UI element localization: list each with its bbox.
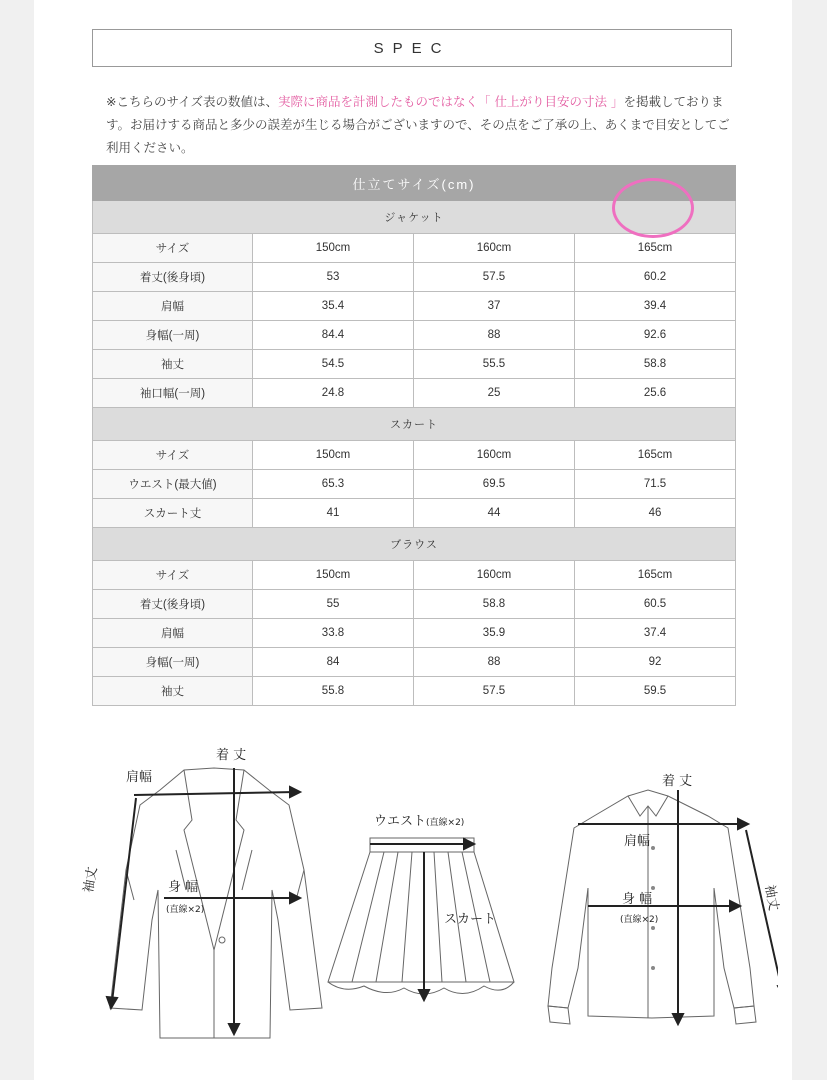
jacket-sleeve-label: 袖丈 <box>81 865 101 894</box>
blouse-illustration <box>528 768 778 1048</box>
notice-text-2: を掲載しております。お届けする商品と多少の誤差が生じる場合がございますので、その点をご了承の上、あくまで目安としてご利用ください。 <box>106 94 730 155</box>
measurement-label: 袖丈 <box>93 350 253 379</box>
measurement-label: 肩幅 <box>93 292 253 321</box>
spec-title: SPEC <box>92 29 732 67</box>
measurement-value: 46 <box>575 499 736 528</box>
measurement-label: 着丈(後身頃) <box>93 263 253 292</box>
jacket-chest-note: (直線×2) <box>166 905 205 915</box>
measurement-value: 60.5 <box>575 590 736 619</box>
measurement-value: 33.8 <box>253 619 414 648</box>
measurement-label: ウエスト(最大値) <box>93 470 253 499</box>
measurement-value: 59.5 <box>575 677 736 706</box>
notice-highlight: 実際に商品を計測したものではなく「 仕上がり目安の寸法 」 <box>277 94 624 109</box>
size-notice <box>106 90 736 159</box>
table-row <box>93 619 736 648</box>
measurement-label: 肩幅 <box>93 619 253 648</box>
section-row <box>93 408 736 441</box>
jacket-length-label: 着 丈 <box>216 748 247 763</box>
measurement-value: 25.6 <box>575 379 736 408</box>
measurement-label: 身幅(一周) <box>93 321 253 350</box>
table-row <box>93 499 736 528</box>
size-header-label: サイズ <box>93 234 253 263</box>
table-row <box>93 677 736 706</box>
size-header-cell: 150cm <box>253 561 414 590</box>
highlight-circle <box>612 178 694 238</box>
measurement-value: 69.5 <box>414 470 575 499</box>
jacket-diagram <box>64 740 334 1040</box>
skirt-waist-label <box>374 810 464 829</box>
table-row <box>93 321 736 350</box>
table-row <box>93 292 736 321</box>
blouse-sleeve-label: 袖丈 <box>761 883 781 912</box>
section-title: ジャケット <box>93 201 736 234</box>
measurement-value: 57.5 <box>414 263 575 292</box>
measurement-value: 84.4 <box>253 321 414 350</box>
size-header-label: サイズ <box>93 561 253 590</box>
measurement-value: 25 <box>414 379 575 408</box>
section-title: スカート <box>93 408 736 441</box>
measurement-label: 着丈(後身頃) <box>93 590 253 619</box>
measurement-label: スカート丈 <box>93 499 253 528</box>
measurement-value: 65.3 <box>253 470 414 499</box>
measurement-value: 92 <box>575 648 736 677</box>
table-row <box>93 590 736 619</box>
measurement-value: 35.9 <box>414 619 575 648</box>
notice-text-1: ※こちらのサイズ表の数値は、 <box>106 94 278 109</box>
size-table <box>92 165 736 706</box>
measurement-value: 92.6 <box>575 321 736 350</box>
size-header-cell: 150cm <box>253 234 414 263</box>
blouse-length-label: 着 丈 <box>662 774 693 789</box>
size-header-row <box>93 441 736 470</box>
section-row <box>93 528 736 561</box>
size-header-cell: 165cm <box>575 234 736 263</box>
table-title: 仕立てサイズ(cm) <box>93 166 736 201</box>
size-header-row <box>93 561 736 590</box>
measurement-value: 55 <box>253 590 414 619</box>
measurement-value: 37 <box>414 292 575 321</box>
measurement-value: 37.4 <box>575 619 736 648</box>
skirt-length-label: スカート <box>444 912 497 927</box>
blouse-chest-note: (直線×2) <box>620 915 659 925</box>
size-header-label: サイズ <box>93 441 253 470</box>
size-header-cell: 160cm <box>414 561 575 590</box>
table-row <box>93 648 736 677</box>
section-title: ブラウス <box>93 528 736 561</box>
size-header-cell: 150cm <box>253 441 414 470</box>
jacket-illustration <box>64 740 334 1040</box>
measurement-label: 袖口幅(一周) <box>93 379 253 408</box>
measurement-value: 88 <box>414 648 575 677</box>
spec-page <box>34 0 792 1080</box>
measurement-value: 55.8 <box>253 677 414 706</box>
measurement-label: 身幅(一周) <box>93 648 253 677</box>
measurement-value: 53 <box>253 263 414 292</box>
table-row <box>93 379 736 408</box>
skirt-waist-note: (直線×2) <box>426 818 465 828</box>
measurement-value: 88 <box>414 321 575 350</box>
measurement-value: 41 <box>253 499 414 528</box>
measurement-value: 35.4 <box>253 292 414 321</box>
measurement-value: 84 <box>253 648 414 677</box>
measurement-value: 39.4 <box>575 292 736 321</box>
size-header-cell: 165cm <box>575 441 736 470</box>
size-header-cell: 160cm <box>414 234 575 263</box>
size-header-cell: 165cm <box>575 561 736 590</box>
measurement-value: 58.8 <box>414 590 575 619</box>
size-table-body <box>93 166 736 706</box>
measurement-value: 71.5 <box>575 470 736 499</box>
size-header-row <box>93 234 736 263</box>
measurement-value: 57.5 <box>414 677 575 706</box>
jacket-chest-label: 身 幅 <box>168 880 199 895</box>
measurement-value: 55.5 <box>414 350 575 379</box>
measurement-value: 44 <box>414 499 575 528</box>
measurement-value: 54.5 <box>253 350 414 379</box>
table-row <box>93 350 736 379</box>
blouse-chest-label: 身 幅 <box>622 892 653 907</box>
measurement-value: 58.8 <box>575 350 736 379</box>
measurement-label: 袖丈 <box>93 677 253 706</box>
table-row <box>93 263 736 292</box>
size-header-cell: 160cm <box>414 441 575 470</box>
jacket-shoulder-label: 肩幅 <box>126 770 153 785</box>
blouse-diagram <box>528 768 781 1048</box>
blouse-shoulder-label: 肩幅 <box>624 834 651 849</box>
table-row <box>93 470 736 499</box>
skirt-waist-text: ウエスト <box>374 814 427 829</box>
skirt-diagram <box>324 810 524 1010</box>
measurement-value: 60.2 <box>575 263 736 292</box>
measurement-value: 24.8 <box>253 379 414 408</box>
